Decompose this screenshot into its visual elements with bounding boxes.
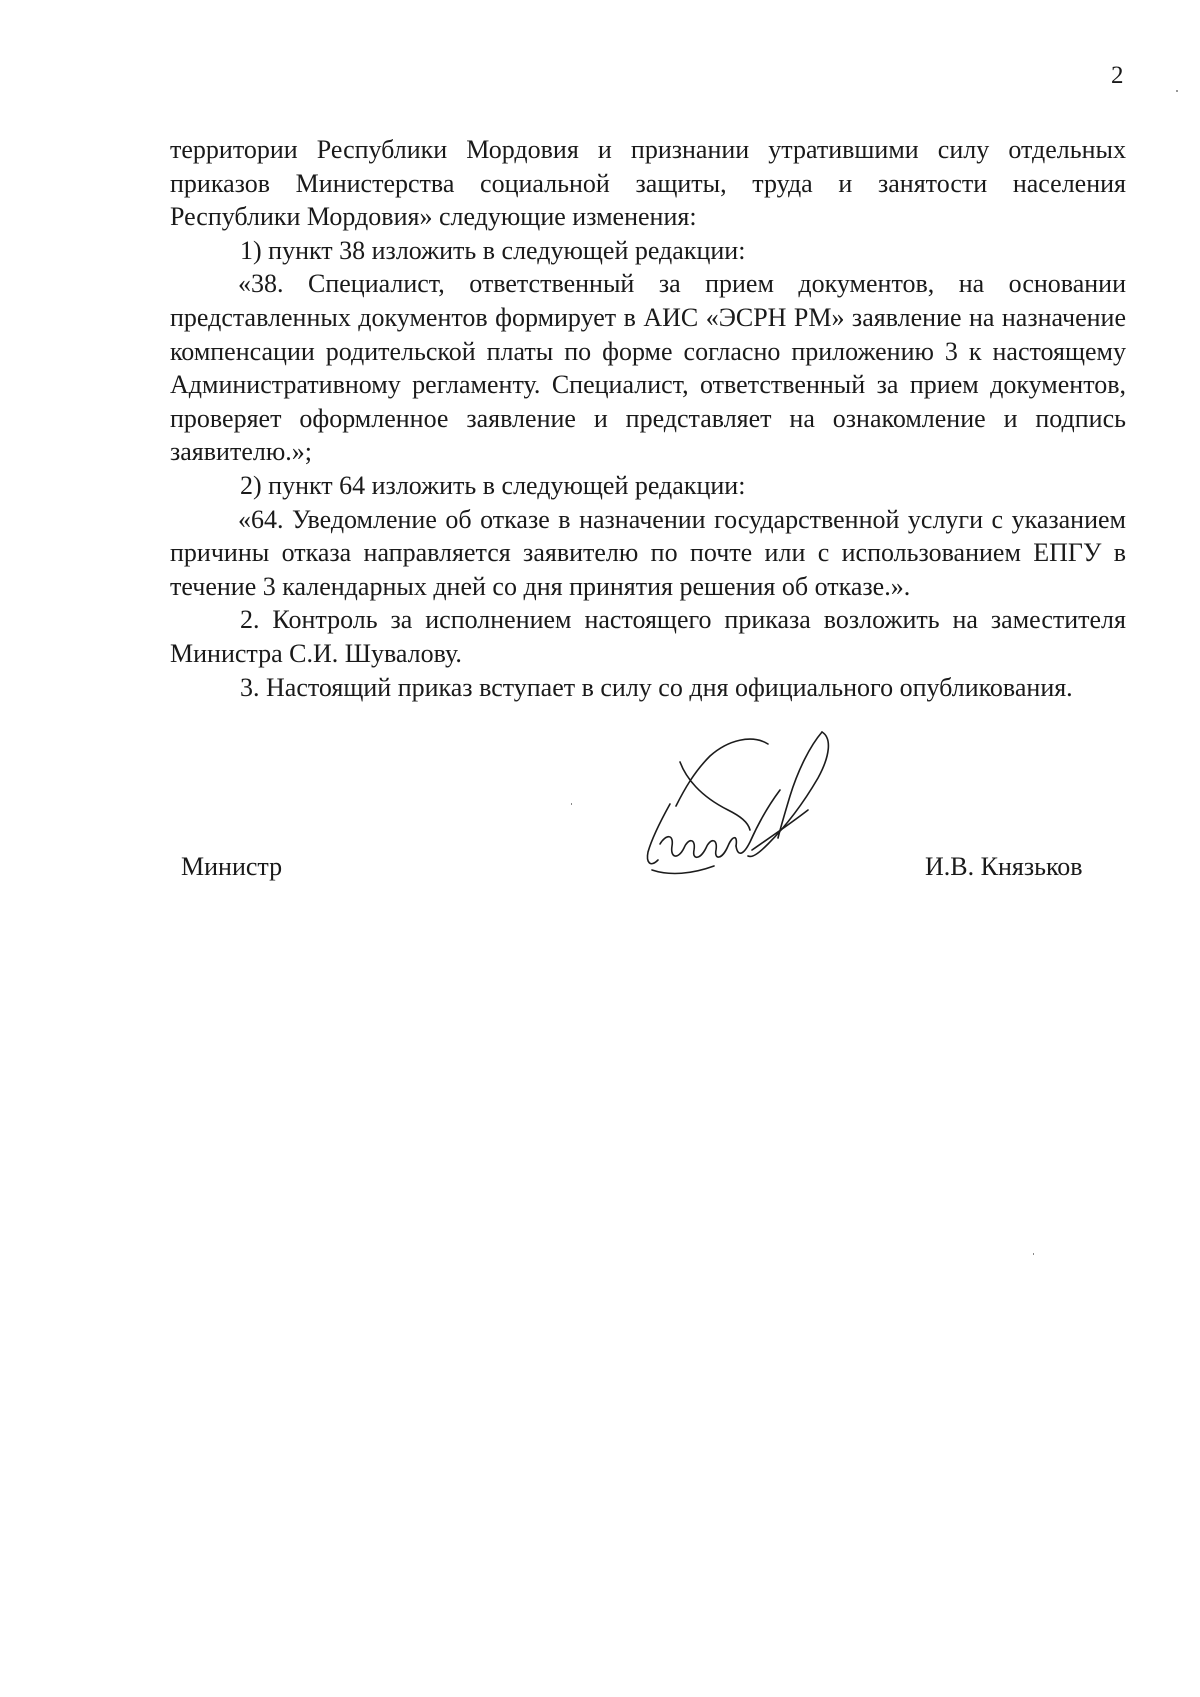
paragraph-control: 2. Контроль за исполнением настоящего приказа возложить на заместителя Министра С.И. Шувалову. xyxy=(170,605,1126,668)
scan-speck xyxy=(1033,1253,1034,1255)
page-number: 2 xyxy=(1111,62,1124,89)
scan-speck xyxy=(571,803,572,805)
signature-name: И.В. Князьков xyxy=(925,852,1083,881)
document-body xyxy=(170,133,1126,704)
paragraph-intro: территории Республики Мордовия и признании утратившими силу отдельных приказов Министерства социальной защиты, труда и занятости населения Республики Мордовия» следующие изменения: xyxy=(170,135,1126,232)
handwritten-signature xyxy=(640,726,860,886)
paragraph-item-2: 2) пункт 64 изложить в следующей редакции: xyxy=(240,470,746,500)
paragraph-quote-38: «38. Специалист, ответственный за прием документов, на основании представленных документов формирует в АИС «ЭСРН РМ» заявление на назначение компенсации родительской платы по форме согласно приложению 3 к настоящему Административному регламенту. Специалист, ответственный за прием документов, проверяет оформленное заявление и представляет на ознакомление и подпись заявителю.»; xyxy=(170,269,1126,467)
paragraph-item-1: 1) пункт 38 изложить в следующей редакции: xyxy=(240,235,746,265)
signature-title: Министр xyxy=(181,852,283,881)
paragraph-effective: 3. Настоящий приказ вступает в силу со дня официального опубликования. xyxy=(240,672,1073,702)
paragraph-quote-64: «64. Уведомление об отказе в назначении государственной услуги с указанием причины отказа направляется заявителю по почте или с использованием ЕПГУ в течение 3 календарных дней со дня принятия решения об отказе.». xyxy=(170,504,1126,601)
scan-speck xyxy=(1176,90,1178,92)
